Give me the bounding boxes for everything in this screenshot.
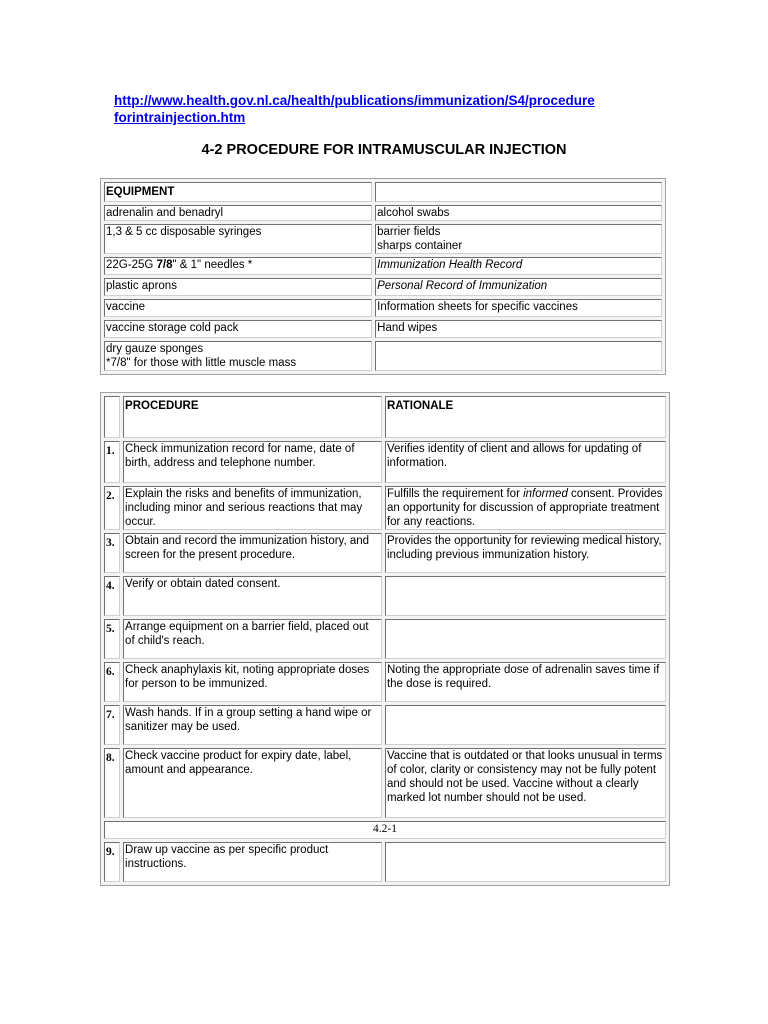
- equipment-item-needles: 22G-25G 7/8" & 1" needles *: [104, 257, 372, 275]
- step-number: 3.: [104, 533, 120, 573]
- step-procedure: Check immunization record for name, date of birth, address and telephone number.: [123, 441, 382, 483]
- step-procedure: Check anaphylaxis kit, noting appropriate doses for person to be immunized.: [123, 662, 382, 702]
- equipment-table: [100, 178, 666, 375]
- step-number: 5.: [104, 619, 120, 659]
- step-procedure: Explain the risks and benefits of immunization, including minor and serious reactions that may occur.: [123, 486, 382, 530]
- equipment-item: plastic aprons: [104, 278, 372, 296]
- step-rationale: Noting the appropriate dose of adrenalin saves time if the dose is required.: [385, 662, 666, 702]
- informed-italic: informed: [523, 488, 568, 500]
- equipment-item: Information sheets for specific vaccines: [375, 299, 662, 317]
- equipment-item: alcohol swabs: [375, 205, 662, 221]
- step-procedure: Arrange equipment on a barrier field, placed out of child's reach.: [123, 619, 382, 659]
- equipment-item: Hand wipes: [375, 320, 662, 338]
- step-rationale: Vaccine that is outdated or that looks unusual in terms of color, clarity or consistency may not be fully potent and should not be used. Vaccine without a clearly marked lot number should not be used.: [385, 748, 666, 818]
- source-url-line-1[interactable]: http://www.health.gov.nl.ca/health/publications/immunization/S4/procedure: [114, 93, 595, 108]
- equipment-item-line: dry gauze sponges: [106, 343, 204, 355]
- step-rationale: Fulfills the requirement for informed consent. Provides an opportunity for discussion of appropriate treatment for any reactions.: [385, 486, 666, 530]
- equipment-item: Personal Record of Immunization: [375, 278, 662, 296]
- rationale-header: RATIONALE: [385, 396, 666, 438]
- step-procedure: Verify or obtain dated consent.: [123, 576, 382, 616]
- step-rationale: [385, 842, 666, 882]
- step-number: 2.: [104, 486, 120, 530]
- page-number-marker: 4.2-1: [104, 821, 666, 839]
- step-number: 7.: [104, 705, 120, 745]
- equipment-item-line: sharps container: [377, 240, 463, 252]
- equipment-item: 1,3 & 5 cc disposable syringes: [104, 224, 372, 254]
- step-rationale: Provides the opportunity for reviewing medical history, including previous immunization history.: [385, 533, 666, 573]
- procedure-header: PROCEDURE: [123, 396, 382, 438]
- step-number: 8.: [104, 748, 120, 818]
- step-procedure: Draw up vaccine as per specific product instructions.: [123, 842, 382, 882]
- step-number: 6.: [104, 662, 120, 702]
- equipment-item: vaccine storage cold pack: [104, 320, 372, 338]
- step-rationale: [385, 705, 666, 745]
- step-number: 4.: [104, 576, 120, 616]
- equipment-item: [375, 224, 662, 254]
- step-number: 9.: [104, 842, 120, 882]
- step-procedure: Obtain and record the immunization history, and screen for the present procedure.: [123, 533, 382, 573]
- equipment-item: [104, 341, 372, 371]
- step-procedure: Wash hands. If in a group setting a hand wipe or sanitizer may be used.: [123, 705, 382, 745]
- needle-size-bold: 7/8: [156, 259, 173, 271]
- procedure-number-header: [104, 396, 120, 438]
- procedure-table: [100, 392, 670, 886]
- step-rationale: [385, 619, 666, 659]
- page-title: 4-2 PROCEDURE FOR INTRAMUSCULAR INJECTION: [201, 142, 567, 158]
- step-number: 1.: [104, 441, 120, 483]
- equipment-header-empty: [375, 182, 662, 202]
- equipment-item: adrenalin and benadryl: [104, 205, 372, 221]
- equipment-item: Immunization Health Record: [375, 257, 662, 275]
- step-rationale: Verifies identity of client and allows for updating of information.: [385, 441, 666, 483]
- step-rationale: [385, 576, 666, 616]
- equipment-item-empty: [375, 341, 662, 371]
- source-url-line-2[interactable]: forintrainjection.htm: [114, 110, 246, 125]
- source-url-link[interactable]: [114, 92, 674, 126]
- equipment-item: vaccine: [104, 299, 372, 317]
- equipment-item-line: barrier fields: [377, 226, 441, 238]
- equipment-footnote: *7/8" for those with little muscle mass: [106, 357, 297, 369]
- step-procedure: Check vaccine product for expiry date, label, amount and appearance.: [123, 748, 382, 818]
- equipment-header: EQUIPMENT: [104, 182, 372, 202]
